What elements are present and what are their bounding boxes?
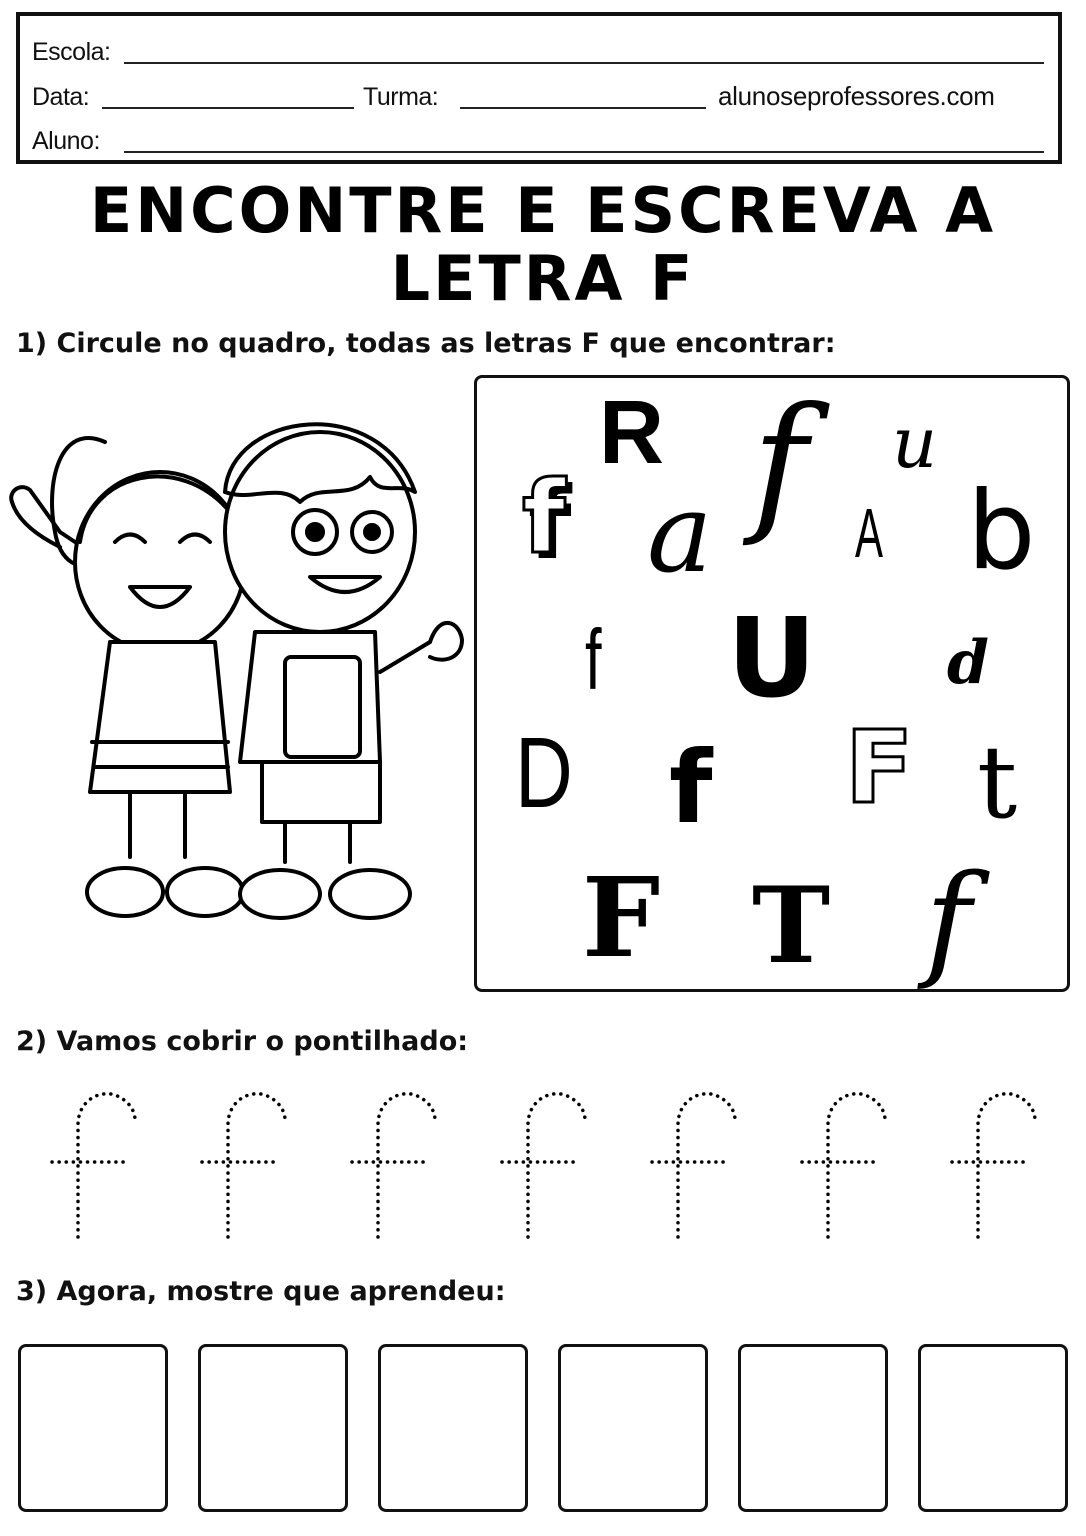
question-2: 2) Vamos cobrir o pontilhado: <box>16 1026 469 1057</box>
tracing-letter-f[interactable] <box>40 1085 140 1245</box>
tracing-letter-f[interactable] <box>490 1085 590 1245</box>
board-letter[interactable]: f <box>669 729 713 846</box>
board-letter[interactable]: f <box>522 459 566 576</box>
header-box <box>16 12 1062 164</box>
data-field[interactable] <box>102 107 354 109</box>
question-3: 3) Agora, mostre que aprendeu: <box>16 1276 506 1307</box>
board-letter[interactable]: f <box>585 613 602 708</box>
board-letter[interactable]: T <box>752 863 831 987</box>
write-box[interactable] <box>378 1344 528 1512</box>
turma-field[interactable] <box>460 107 706 109</box>
question-1: 1) Circule no quadro, todas as letras F que encontrar: <box>16 328 836 359</box>
board-letter[interactable]: F <box>845 709 914 826</box>
board-letter[interactable]: A <box>855 494 884 572</box>
kids-illustration <box>0 372 470 942</box>
site-url: alunoseprofessores.com <box>718 81 995 111</box>
tracing-letter-f[interactable] <box>790 1085 890 1245</box>
board-letter[interactable]: f <box>752 376 808 550</box>
page-title-line2: LETRA F <box>390 242 696 315</box>
tracing-letter-f[interactable] <box>640 1085 740 1245</box>
write-box[interactable] <box>18 1344 168 1512</box>
write-box[interactable] <box>918 1344 1068 1512</box>
board-letter[interactable]: a <box>647 469 713 597</box>
letter-board <box>474 375 1070 992</box>
data-label: Data: <box>32 83 90 111</box>
tracing-letter-f[interactable] <box>340 1085 440 1245</box>
tracing-row <box>40 1085 1050 1245</box>
aluno-label: Aluno: <box>32 127 100 155</box>
escola-field[interactable] <box>124 62 1044 64</box>
board-letter[interactable]: f <box>925 848 972 993</box>
board-letter[interactable]: U <box>727 594 817 722</box>
tracing-letter-f[interactable] <box>940 1085 1040 1245</box>
write-box[interactable] <box>558 1344 708 1512</box>
board-letter[interactable]: t <box>977 724 1018 841</box>
board-letter[interactable]: R <box>599 383 664 483</box>
escola-label: Escola: <box>32 38 111 66</box>
board-letter[interactable]: d <box>947 628 989 698</box>
page-title-line1: ENCONTRE E ESCREVA A <box>89 174 997 247</box>
turma-label: Turma: <box>363 83 439 111</box>
board-letter[interactable]: u <box>892 402 938 484</box>
board-letter[interactable]: D <box>515 717 573 829</box>
write-box[interactable] <box>738 1344 888 1512</box>
board-letter[interactable]: F <box>582 853 661 982</box>
tracing-letter-f[interactable] <box>190 1085 290 1245</box>
write-box[interactable] <box>198 1344 348 1512</box>
aluno-field[interactable] <box>124 151 1044 153</box>
board-letter[interactable]: b <box>967 469 1036 594</box>
